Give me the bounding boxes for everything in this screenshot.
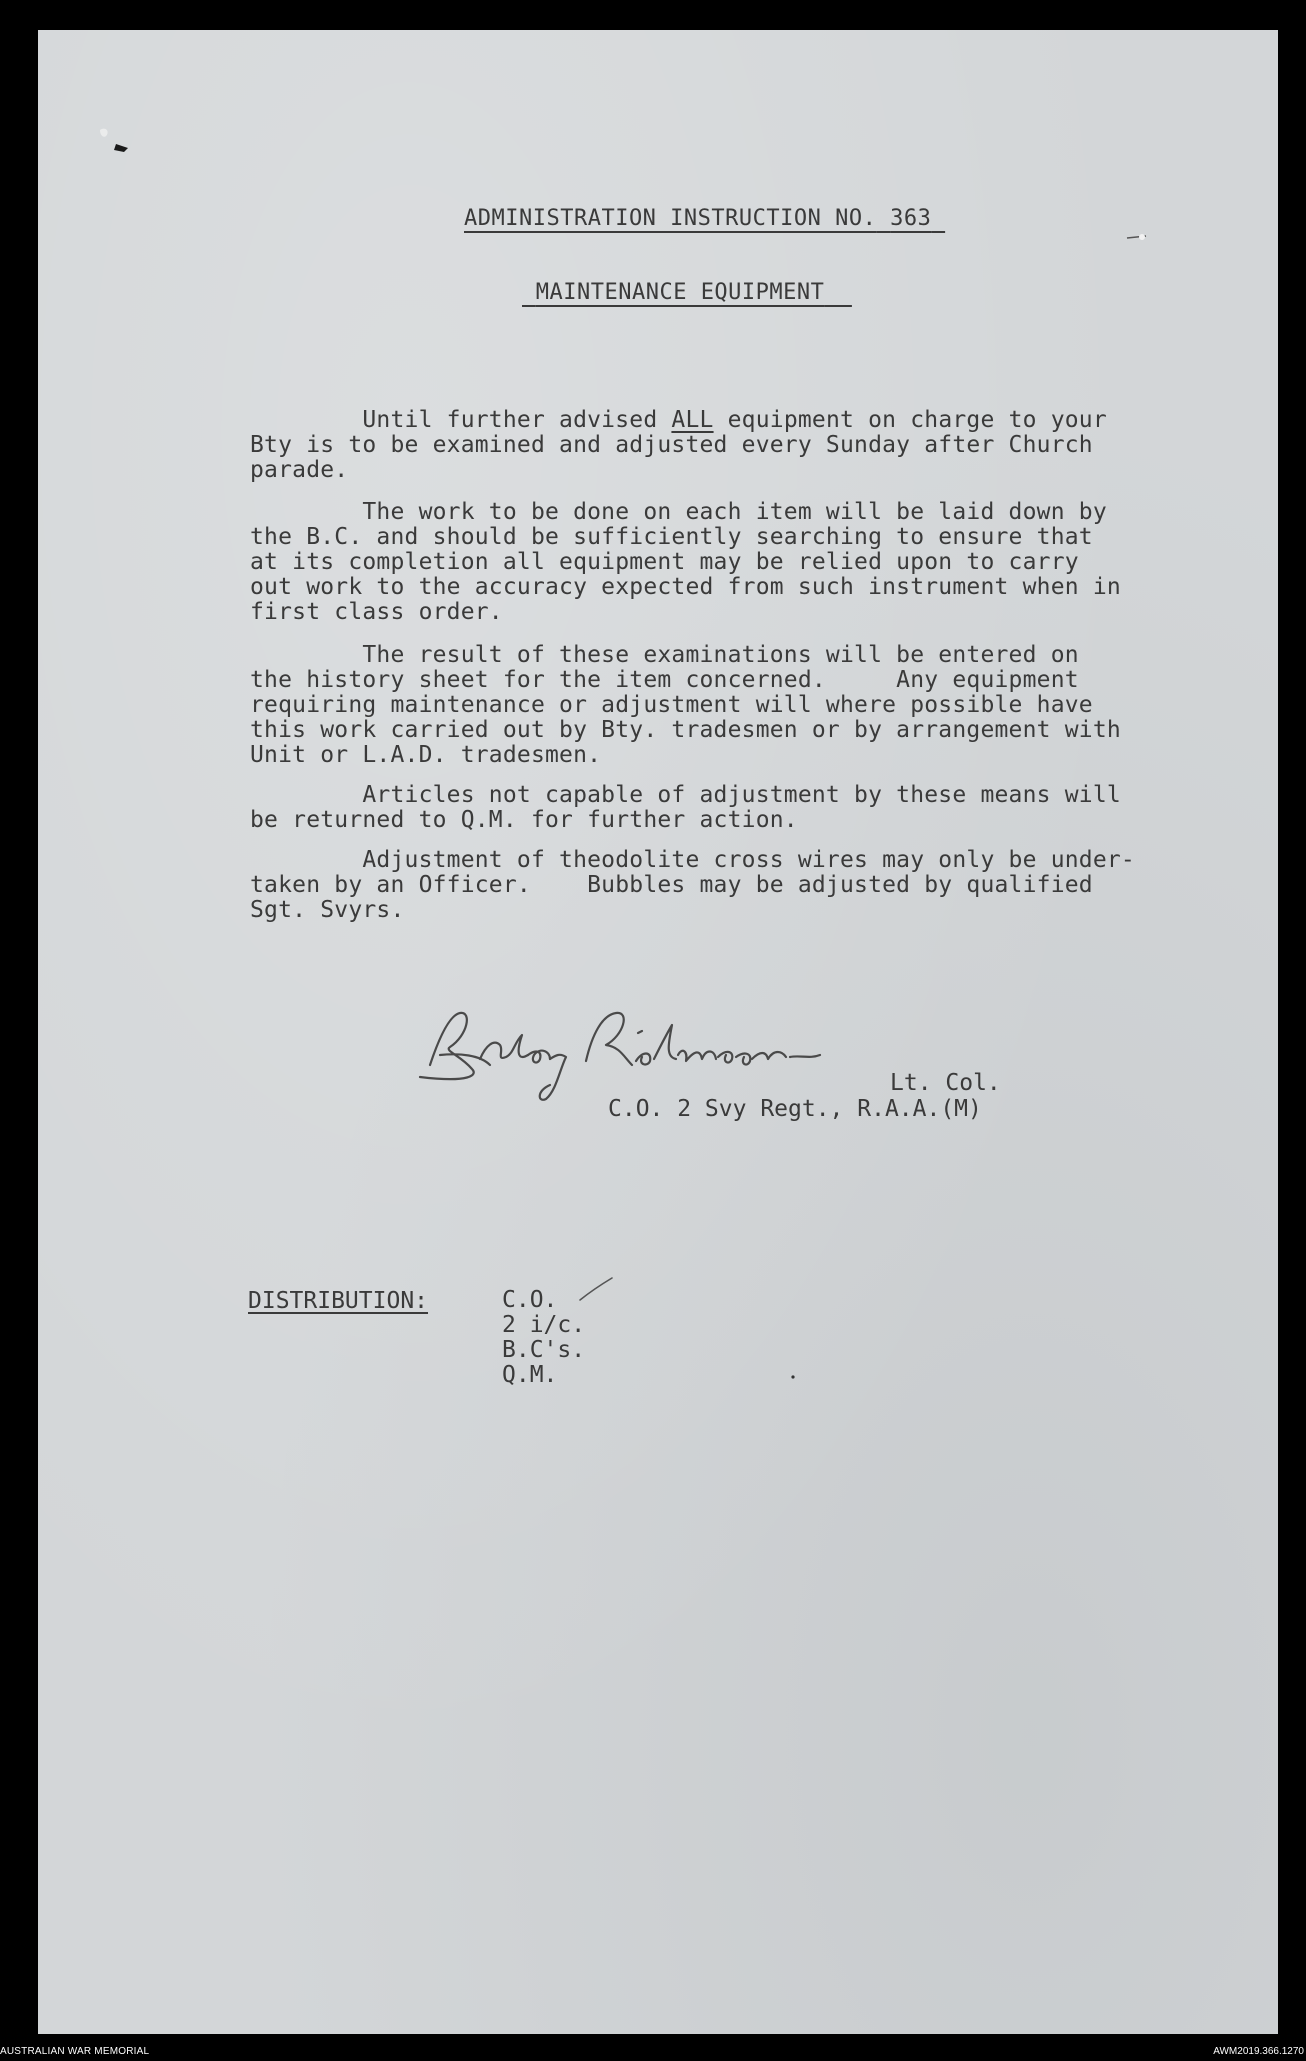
distribution-item: C.O.: [502, 1287, 558, 1313]
distribution-label: [248, 1288, 428, 1314]
paragraph-1-start: Until further advised: [250, 407, 672, 433]
signatory-rank: Lt. Col.: [890, 1070, 1001, 1096]
paper-mark-left: [96, 122, 132, 156]
handwritten-tick-mark: [576, 1274, 616, 1304]
document-subtitle: [522, 280, 852, 305]
subtitle-text: MAINTENANCE EQUIPMENT: [535, 280, 825, 305]
handwritten-signature: [410, 995, 880, 1105]
title-number: 363: [890, 206, 932, 231]
paragraph-3: The result of these examinations will be entered on the history sheet for the item concerned. Any equipment requiring maintenance or adjustment will where possible have this work carried out by Bty. tradesmen or by arrangement with Unit or L.A.D. tradesmen.: [250, 642, 1121, 768]
distribution-list: [502, 1288, 585, 1388]
distribution-item: 2 i/c.: [502, 1312, 586, 1338]
archive-reference: AWM2019.366.1270: [1213, 2046, 1304, 2057]
paragraph-1-end: equipment on charge to your Bty is to be examined and adjusted every Sunday after Church parade.: [250, 407, 1107, 483]
paragraph-1-emphasis: ALL: [671, 407, 714, 433]
archive-credit: AUSTRALIAN WAR MEMORIAL: [0, 2046, 150, 2057]
paragraph-4: Articles not capable of adjustment by these means will be returned to Q.M. for further action.: [250, 782, 1121, 833]
distribution-label-text: DISTRIBUTION:: [248, 1288, 429, 1314]
distribution-item: B.C's.: [502, 1337, 586, 1363]
signatory-unit: C.O. 2 Svy Regt., R.A.A.(M): [608, 1096, 982, 1122]
distribution-item: Q.M.: [502, 1362, 558, 1388]
paper-dot: [790, 1374, 796, 1380]
paragraph-5: Adjustment of theodolite cross wires may only be under- taken by an Officer. Bubbles may be adjusted by qualified Sgt. Svyrs.: [250, 847, 1135, 923]
document-title: [464, 206, 945, 231]
paper-mark-right: [1124, 228, 1150, 248]
document-page: [38, 30, 1278, 2034]
title-label: ADMINISTRATION INSTRUCTION NO.: [464, 206, 877, 231]
paragraph-1: [250, 408, 1210, 483]
paragraph-2: The work to be done on each item will be laid down by the B.C. and should be sufficiently searching to ensure that at its completion all equipment may be relied upon to carry out work to the accuracy expected from such instrument when in first class order.: [250, 499, 1121, 625]
